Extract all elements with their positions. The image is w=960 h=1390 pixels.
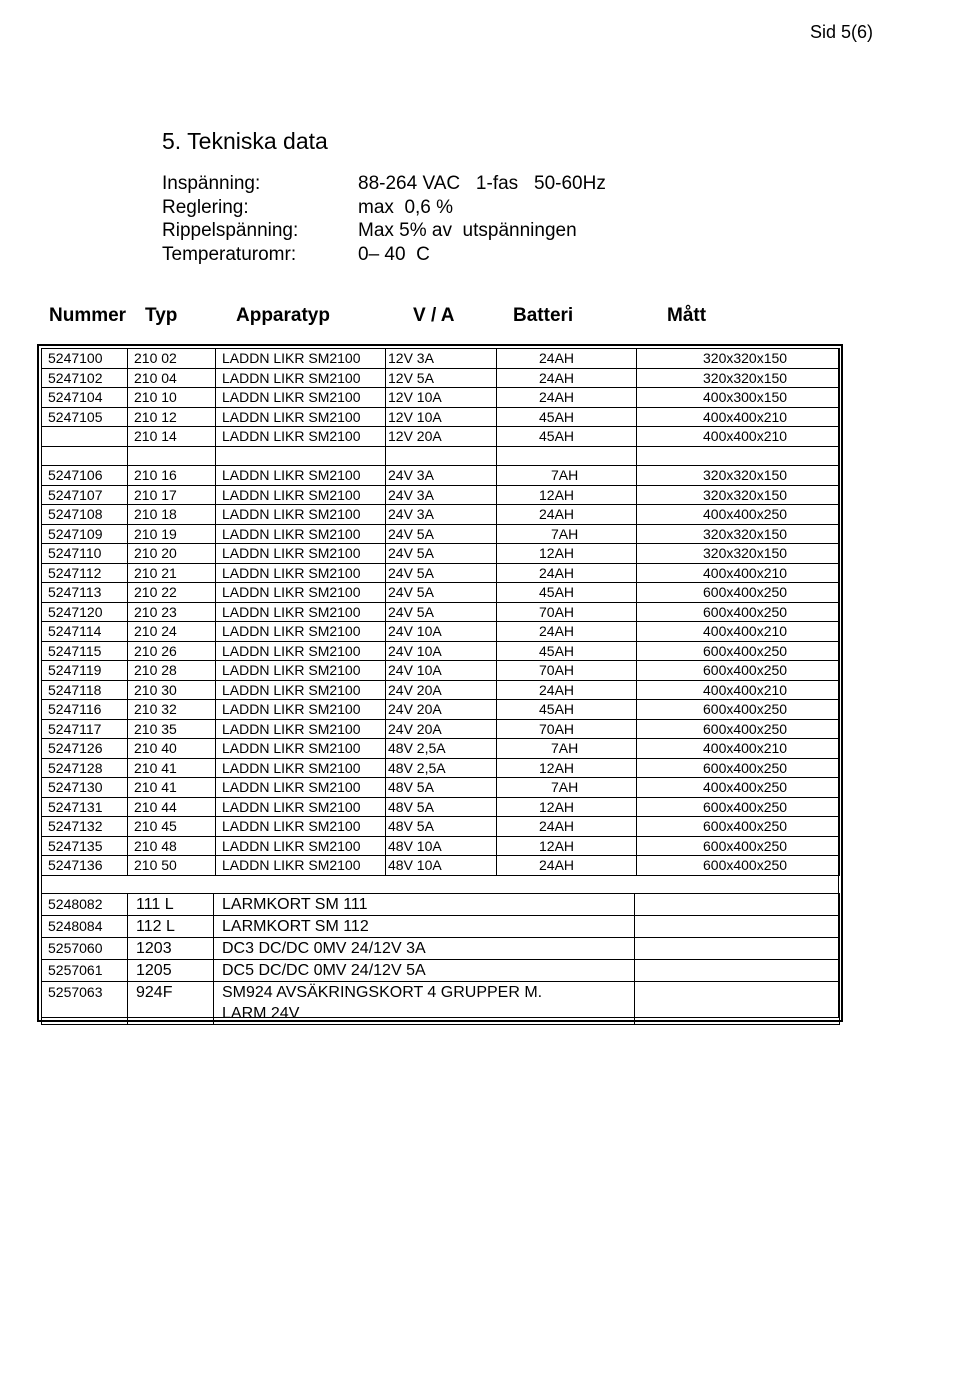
table-row	[42, 836, 840, 856]
column-header-matt: Mått	[667, 305, 707, 326]
cell-apparatyp: LADDN LIKR SM2100	[216, 563, 386, 583]
cell-batteri	[497, 446, 637, 466]
cell-apparatyp: LADDN LIKR SM2100	[216, 583, 386, 603]
column-header-typ: Typ	[145, 305, 178, 326]
cell-matt: 600x400x250	[637, 797, 840, 817]
table-row	[42, 563, 840, 583]
cell-nummer: 5247114	[42, 622, 128, 642]
cell-typ: 210 04	[128, 368, 216, 388]
cell-batteri: 45AH	[497, 427, 637, 447]
cell-batteri: 70AH	[497, 602, 637, 622]
cell-batteri: 7AH	[497, 739, 637, 759]
cell-batteri: 70AH	[497, 661, 637, 681]
cell-v-a: 24V 5A	[386, 583, 497, 603]
cell-typ: 210 20	[128, 544, 216, 564]
table-column-headers	[0, 305, 960, 329]
cell-typ: 210 02	[128, 349, 216, 369]
cell-matt: 320x320x150	[637, 466, 840, 486]
cell-batteri: 7AH	[497, 778, 637, 798]
table-row	[42, 661, 840, 681]
cell-v-a: 24V 3A	[386, 505, 497, 525]
cell-apparatyp	[216, 446, 386, 466]
cell-apparatyp: LADDN LIKR SM2100	[216, 758, 386, 778]
cell-typ: 210 19	[128, 524, 216, 544]
table-row	[42, 602, 840, 622]
cell-nummer: 5257061	[42, 960, 128, 982]
spec-list	[162, 172, 606, 266]
cell-v-a: 48V 5A	[386, 778, 497, 798]
cell-nummer	[42, 446, 128, 466]
cell-typ: 1205	[128, 960, 214, 982]
cell-typ: 210 45	[128, 817, 216, 837]
cell-v-a: 12V 10A	[386, 407, 497, 427]
cell-batteri: 7AH	[497, 466, 637, 486]
column-header-batteri: Batteri	[513, 305, 574, 326]
table-row	[42, 388, 840, 408]
cell-nummer: 5247109	[42, 524, 128, 544]
cell-apparatyp: LADDN LIKR SM2100	[216, 524, 386, 544]
cell-nummer: 5247104	[42, 388, 128, 408]
cell-nummer: 5247117	[42, 719, 128, 739]
cell-apparatyp: LARMKORT SM 112	[214, 916, 635, 938]
spec-row	[162, 219, 606, 243]
cell-apparatyp: LADDN LIKR SM2100	[216, 505, 386, 525]
cell-typ: 210 40	[128, 739, 216, 759]
cell-v-a: 24V 10A	[386, 622, 497, 642]
cell-nummer: 5247112	[42, 563, 128, 583]
cell-typ: 210 30	[128, 680, 216, 700]
cell-typ: 210 28	[128, 661, 216, 681]
spec-label: Reglering:	[162, 196, 249, 218]
spec-label: Temperaturomr:	[162, 243, 297, 265]
cell-nummer: 5247100	[42, 349, 128, 369]
cell-batteri: 12AH	[497, 758, 637, 778]
cell-v-a: 24V 3A	[386, 466, 497, 486]
cell-batteri: 7AH	[497, 524, 637, 544]
cell-empty	[635, 916, 840, 938]
cell-typ: 210 41	[128, 758, 216, 778]
cell-matt: 320x320x150	[637, 544, 840, 564]
cell-apparatyp: LADDN LIKR SM2100	[216, 661, 386, 681]
spec-row	[162, 243, 606, 267]
cell-v-a: 24V 5A	[386, 563, 497, 583]
table-row	[42, 583, 840, 603]
cell-matt: 600x400x250	[637, 583, 840, 603]
cell-matt: 400x400x210	[637, 407, 840, 427]
cell-apparatyp: LADDN LIKR SM2100	[216, 407, 386, 427]
cell-apparatyp: LADDN LIKR SM2100	[216, 856, 386, 876]
cell-v-a: 12V 10A	[386, 388, 497, 408]
cell-typ: 210 24	[128, 622, 216, 642]
table-row	[42, 407, 840, 427]
cell-nummer: 5247107	[42, 485, 128, 505]
cell-matt: 320x320x150	[637, 485, 840, 505]
cell-batteri: 24AH	[497, 563, 637, 583]
table-row	[42, 368, 840, 388]
cell-nummer: 5247132	[42, 817, 128, 837]
cell-typ: 924F	[128, 982, 214, 1025]
table-row	[42, 758, 840, 778]
cell-v-a: 48V 10A	[386, 856, 497, 876]
table-row	[42, 982, 840, 1025]
cell-nummer: 5247105	[42, 407, 128, 427]
cell-apparatyp: LADDN LIKR SM2100	[216, 349, 386, 369]
cell-matt: 400x400x250	[637, 778, 840, 798]
cell-batteri: 45AH	[497, 583, 637, 603]
table-row	[42, 485, 840, 505]
cell-nummer: 5247126	[42, 739, 128, 759]
cell-nummer: 5247119	[42, 661, 128, 681]
cell-batteri: 45AH	[497, 641, 637, 661]
cell-batteri: 12AH	[497, 797, 637, 817]
cell-batteri: 12AH	[497, 836, 637, 856]
cell-v-a	[386, 446, 497, 466]
accessory-table	[41, 893, 840, 1025]
cell-typ: 210 22	[128, 583, 216, 603]
cell-batteri: 24AH	[497, 505, 637, 525]
cell-v-a: 24V 5A	[386, 524, 497, 544]
table-row	[42, 778, 840, 798]
cell-batteri: 24AH	[497, 680, 637, 700]
cell-matt: 400x400x210	[637, 622, 840, 642]
cell-v-a: 24V 10A	[386, 641, 497, 661]
cell-nummer: 5247110	[42, 544, 128, 564]
table-row	[42, 641, 840, 661]
cell-nummer: 5247108	[42, 505, 128, 525]
table-row	[42, 446, 840, 466]
spec-row	[162, 172, 606, 196]
cell-apparatyp: LADDN LIKR SM2100	[216, 466, 386, 486]
cell-typ: 210 26	[128, 641, 216, 661]
cell-empty	[635, 982, 840, 1025]
cell-v-a: 24V 20A	[386, 700, 497, 720]
spec-value: 0– 40 C	[358, 243, 430, 265]
cell-apparatyp: LADDN LIKR SM2100	[216, 485, 386, 505]
cell-matt: 320x320x150	[637, 349, 840, 369]
cell-apparatyp: LADDN LIKR SM2100	[216, 836, 386, 856]
cell-matt: 600x400x250	[637, 817, 840, 837]
cell-typ: 210 21	[128, 563, 216, 583]
cell-nummer: 5257060	[42, 938, 128, 960]
cell-v-a: 24V 10A	[386, 661, 497, 681]
cell-typ: 210 23	[128, 602, 216, 622]
cell-batteri: 24AH	[497, 856, 637, 876]
column-header-apparatyp: Apparatyp	[236, 305, 330, 326]
cell-matt: 400x300x150	[637, 388, 840, 408]
spec-value: Max 5% av utspänningen	[358, 220, 577, 242]
cell-nummer: 5247115	[42, 641, 128, 661]
cell-matt: 320x320x150	[637, 524, 840, 544]
cell-v-a: 12V 20A	[386, 427, 497, 447]
cell-nummer: 5247106	[42, 466, 128, 486]
page-number: Sid 5(6)	[810, 22, 874, 42]
cell-nummer: 5247120	[42, 602, 128, 622]
table-row	[42, 938, 840, 960]
cell-apparatyp: SM924 AVSÄKRINGSKORT 4 GRUPPER M. LARM 24V	[214, 982, 635, 1025]
cell-apparatyp: LADDN LIKR SM2100	[216, 817, 386, 837]
section-title: 5. Tekniska data	[162, 128, 328, 154]
cell-typ: 210 14	[128, 427, 216, 447]
cell-typ: 210 12	[128, 407, 216, 427]
table-row	[42, 349, 840, 369]
cell-v-a: 24V 3A	[386, 485, 497, 505]
cell-nummer: 5247116	[42, 700, 128, 720]
spec-row	[162, 196, 606, 220]
table-row	[42, 466, 840, 486]
column-header-v-a: V / A	[413, 305, 455, 326]
cell-typ: 210 50	[128, 856, 216, 876]
spec-label: Inspänning:	[162, 173, 261, 194]
charger-table	[41, 348, 840, 876]
cell-matt: 600x400x250	[637, 719, 840, 739]
cell-matt: 600x400x250	[637, 661, 840, 681]
cell-typ: 210 48	[128, 836, 216, 856]
cell-typ: 112 L	[128, 916, 214, 938]
cell-v-a: 12V 5A	[386, 368, 497, 388]
cell-nummer: 5247118	[42, 680, 128, 700]
table-row	[42, 700, 840, 720]
table-row	[42, 916, 840, 938]
table-row	[42, 524, 840, 544]
cell-matt: 400x400x210	[637, 427, 840, 447]
cell-matt: 600x400x250	[637, 836, 840, 856]
cell-apparatyp: DC5 DC/DC 0MV 24/12V 5A	[214, 960, 635, 982]
cell-v-a: 48V 10A	[386, 836, 497, 856]
cell-nummer: 5257063	[42, 982, 128, 1025]
cell-apparatyp: LADDN LIKR SM2100	[216, 602, 386, 622]
cell-matt: 400x400x210	[637, 739, 840, 759]
table-row	[42, 719, 840, 739]
cell-typ: 210 32	[128, 700, 216, 720]
spec-value: max 0,6 %	[358, 196, 454, 218]
spec-label: Rippelspänning:	[162, 220, 299, 242]
cell-apparatyp: LADDN LIKR SM2100	[216, 739, 386, 759]
cell-batteri: 70AH	[497, 719, 637, 739]
cell-nummer: 5248082	[42, 894, 128, 916]
cell-apparatyp: LADDN LIKR SM2100	[216, 719, 386, 739]
cell-apparatyp: LADDN LIKR SM2100	[216, 622, 386, 642]
cell-typ: 111 L	[128, 894, 214, 916]
table-row	[42, 856, 840, 876]
cell-batteri: 24AH	[497, 622, 637, 642]
cell-apparatyp: LADDN LIKR SM2100	[216, 544, 386, 564]
cell-nummer: 5247135	[42, 836, 128, 856]
cell-matt: 400x400x210	[637, 680, 840, 700]
cell-apparatyp: LADDN LIKR SM2100	[216, 797, 386, 817]
cell-batteri: 45AH	[497, 700, 637, 720]
cell-apparatyp: LADDN LIKR SM2100	[216, 778, 386, 798]
table-row	[42, 894, 840, 916]
cell-v-a: 24V 5A	[386, 602, 497, 622]
cell-matt: 320x320x150	[637, 368, 840, 388]
cell-v-a: 48V 5A	[386, 797, 497, 817]
cell-apparatyp: LADDN LIKR SM2100	[216, 641, 386, 661]
cell-batteri: 24AH	[497, 388, 637, 408]
table-row	[42, 622, 840, 642]
cell-batteri: 45AH	[497, 407, 637, 427]
cell-v-a: 24V 20A	[386, 680, 497, 700]
cell-typ: 210 44	[128, 797, 216, 817]
table-row	[42, 544, 840, 564]
table-row	[42, 505, 840, 525]
cell-apparatyp: LARMKORT SM 111	[214, 894, 635, 916]
cell-batteri: 12AH	[497, 544, 637, 564]
cell-empty	[635, 960, 840, 982]
cell-nummer: 5247128	[42, 758, 128, 778]
cell-typ: 210 35	[128, 719, 216, 739]
table-row	[42, 817, 840, 837]
cell-empty	[635, 894, 840, 916]
cell-apparatyp: DC3 DC/DC 0MV 24/12V 3A	[214, 938, 635, 960]
cell-nummer	[42, 427, 128, 447]
cell-matt: 400x400x210	[637, 563, 840, 583]
cell-typ: 210 18	[128, 505, 216, 525]
cell-nummer: 5247131	[42, 797, 128, 817]
cell-apparatyp: LADDN LIKR SM2100	[216, 427, 386, 447]
cell-typ	[128, 446, 216, 466]
cell-nummer: 5248084	[42, 916, 128, 938]
cell-matt: 600x400x250	[637, 602, 840, 622]
cell-nummer: 5247113	[42, 583, 128, 603]
cell-typ: 210 16	[128, 466, 216, 486]
cell-apparatyp: LADDN LIKR SM2100	[216, 680, 386, 700]
cell-v-a: 48V 2,5A	[386, 758, 497, 778]
cell-v-a: 48V 5A	[386, 817, 497, 837]
cell-apparatyp: LADDN LIKR SM2100	[216, 388, 386, 408]
table-row	[42, 960, 840, 982]
cell-apparatyp: LADDN LIKR SM2100	[216, 700, 386, 720]
cell-matt: 600x400x250	[637, 641, 840, 661]
cell-typ: 210 41	[128, 778, 216, 798]
cell-matt: 400x400x250	[637, 505, 840, 525]
cell-batteri: 12AH	[497, 485, 637, 505]
table-row	[42, 427, 840, 447]
cell-batteri: 24AH	[497, 349, 637, 369]
cell-batteri: 24AH	[497, 817, 637, 837]
cell-typ: 210 10	[128, 388, 216, 408]
cell-nummer: 5247102	[42, 368, 128, 388]
table-row	[42, 739, 840, 759]
table-row	[42, 797, 840, 817]
cell-matt: 600x400x250	[637, 758, 840, 778]
cell-nummer: 5247130	[42, 778, 128, 798]
cell-v-a: 24V 5A	[386, 544, 497, 564]
cell-v-a: 12V 3A	[386, 349, 497, 369]
cell-nummer: 5247136	[42, 856, 128, 876]
cell-v-a: 24V 20A	[386, 719, 497, 739]
cell-matt	[637, 446, 840, 466]
cell-typ: 210 17	[128, 485, 216, 505]
cell-apparatyp: LADDN LIKR SM2100	[216, 368, 386, 388]
spec-value: 88-264 VAC 1-fas 50-60Hz	[358, 173, 606, 194]
column-header-nummer: Nummer	[49, 305, 127, 326]
cell-matt: 600x400x250	[637, 856, 840, 876]
cell-matt: 600x400x250	[637, 700, 840, 720]
cell-batteri: 24AH	[497, 368, 637, 388]
cell-empty	[635, 938, 840, 960]
table-row	[42, 680, 840, 700]
cell-v-a: 48V 2,5A	[386, 739, 497, 759]
cell-typ: 1203	[128, 938, 214, 960]
